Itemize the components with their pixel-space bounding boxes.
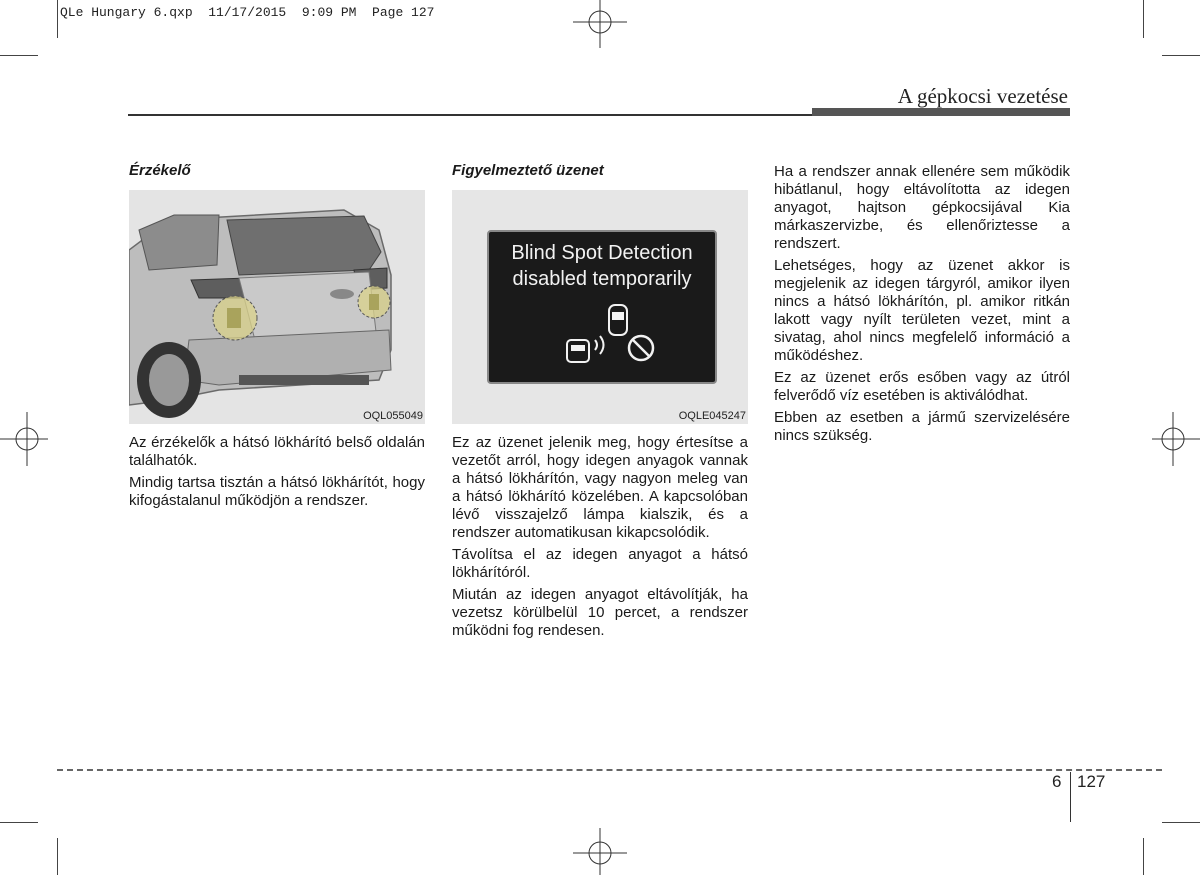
paragraph: Az érzékelők a hátsó lökhárító belső oldalán találhatók. [129, 434, 425, 469]
crop-mark [1162, 822, 1200, 823]
print-slug: QLe Hungary 6.qxp 11/17/2015 9:09 PM Page 127 [60, 5, 435, 20]
paragraph: Miután az idegen anyagot eltávolítják, ha vezetsz körülbelül 10 percet, a rendszer működni fog rendesen. [452, 586, 748, 639]
registration-mark-bottom-icon [571, 828, 629, 875]
column-3-body [774, 163, 1070, 449]
paragraph: Ebben az esetben a jármű szervizelésére nincs szükség. [774, 409, 1070, 444]
page-number-separator [1070, 772, 1071, 822]
chapter-title: A gépkocsi vezetése [897, 84, 1068, 108]
cluster-display [487, 230, 717, 384]
crop-mark [57, 838, 58, 875]
registration-mark-left-icon [0, 410, 50, 468]
figure-warning-display [452, 190, 748, 424]
section-heading-warning-message: Figyelmeztető üzenet [452, 162, 604, 179]
paragraph: Ez az üzenet jelenik meg, hogy értesítse a vezetőt arról, hogy idegen anyagok vannak a hátsó lökhárítón, vagy nagyon meleg van a hátsó lökhárító közelében. A kapcsolóban lévő visszajelző lámpa kialszik, és a rendszer automatikusan kikapcsolódik. [452, 434, 748, 541]
car-rear-illustration [129, 190, 425, 424]
section-heading-sensor: Érzékelő [129, 162, 191, 179]
header-rule-accent [812, 108, 1070, 116]
registration-mark-top-icon [571, 0, 629, 50]
display-line-1: Blind Spot Detection [511, 242, 693, 264]
paragraph: Mindig tartsa tisztán a hátsó lökhárítót, hogy kifogástalanul működjön a rendszer. [129, 474, 425, 509]
paragraph: Ez az üzenet erős esőben vagy az útról felverődő víz esetében is aktiválódhat. [774, 369, 1070, 404]
header-rule [128, 114, 812, 116]
crop-mark [1162, 55, 1200, 56]
crop-mark [0, 822, 38, 823]
figure-code: OQL055049 [363, 410, 423, 422]
footer-dashed-rule [57, 769, 1162, 771]
figure-code: OQLE045247 [678, 410, 746, 422]
page-number: 127 [1077, 772, 1106, 791]
crop-mark [1143, 0, 1144, 38]
crop-mark [0, 55, 38, 56]
figure-rear-bumper-sensors [129, 190, 425, 424]
display-line-2: disabled temporarily [512, 268, 692, 290]
registration-mark-right-icon [1150, 410, 1200, 468]
crop-mark [57, 0, 58, 38]
chapter-number: 6 [1052, 772, 1062, 791]
paragraph: Lehetséges, hogy az üzenet akkor is megjelenik az idegen tárgyról, amikor ilyen nincs a hátsó lökhárítón, pl. amikor ritkán lakott vagy nyílt területen vezet, mint a sivatag, ahol nincs megfelelő információ a működéshez. [774, 257, 1070, 364]
blind-spot-disabled-icon [559, 300, 669, 370]
column-1-body [129, 434, 425, 514]
column-2-body [452, 434, 748, 644]
paragraph: Távolítsa el az idegen anyagot a hátsó lökhárítóról. [452, 546, 748, 581]
crop-mark [1143, 838, 1144, 875]
paragraph: Ha a rendszer annak ellenére sem működik hibátlanul, hogy eltávolította az idegen anyagot, hajtson gépkocsijával Kia márkaszervizbe, és ellenőriztesse a rendszert. [774, 163, 1070, 252]
